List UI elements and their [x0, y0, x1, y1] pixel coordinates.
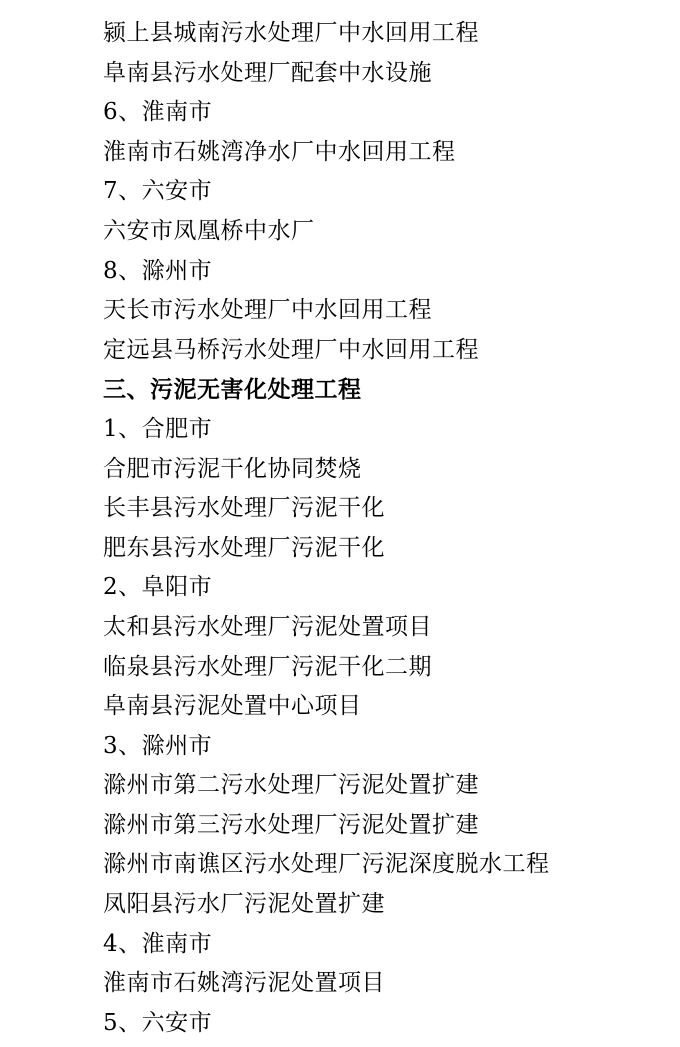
city-heading: 8、滁州市 [103, 257, 213, 284]
section-heading: 三、污泥无害化处理工程 [103, 376, 362, 404]
project-item: 滁州市第二污水处理厂污泥处置扩建 [103, 772, 479, 799]
project-item: 天长市污水处理厂中水回用工程 [103, 297, 432, 324]
project-item: 长丰县污水处理厂污泥干化 [103, 495, 385, 522]
city-heading: 6、淮南市 [103, 99, 213, 126]
document-body [103, 14, 663, 1043]
city-heading: 5、六安市 [103, 1009, 213, 1036]
project-item: 滁州市第三污水处理厂污泥处置扩建 [103, 811, 479, 838]
project-item: 滁州市南谯区污水处理厂污泥深度脱水工程 [103, 851, 550, 878]
project-item: 六安市凤凰桥中水厂 [103, 217, 315, 244]
project-item: 淮南市石姚湾净水厂中水回用工程 [103, 138, 456, 165]
project-item: 临泉县污水处理厂污泥干化二期 [103, 653, 432, 680]
project-item: 太和县污水处理厂污泥处置项目 [103, 613, 432, 640]
city-heading: 4、淮南市 [103, 930, 213, 957]
project-item: 阜南县污水处理厂配套中水设施 [103, 59, 432, 86]
project-item: 淮南市石姚湾污泥处置项目 [103, 970, 385, 997]
city-heading: 3、滁州市 [103, 732, 213, 759]
project-item: 肥东县污水处理厂污泥干化 [103, 534, 385, 561]
city-heading: 7、六安市 [103, 178, 213, 205]
city-heading: 1、合肥市 [103, 415, 213, 442]
project-item: 颍上县城南污水处理厂中水回用工程 [103, 20, 479, 46]
project-item: 定远县马桥污水处理厂中水回用工程 [103, 336, 479, 363]
project-item: 凤阳县污水厂污泥处置扩建 [103, 891, 385, 918]
project-item: 阜南县污泥处置中心项目 [103, 693, 362, 720]
city-heading: 2、阜阳市 [103, 574, 213, 601]
project-item: 合肥市污泥干化协同焚烧 [103, 455, 362, 482]
